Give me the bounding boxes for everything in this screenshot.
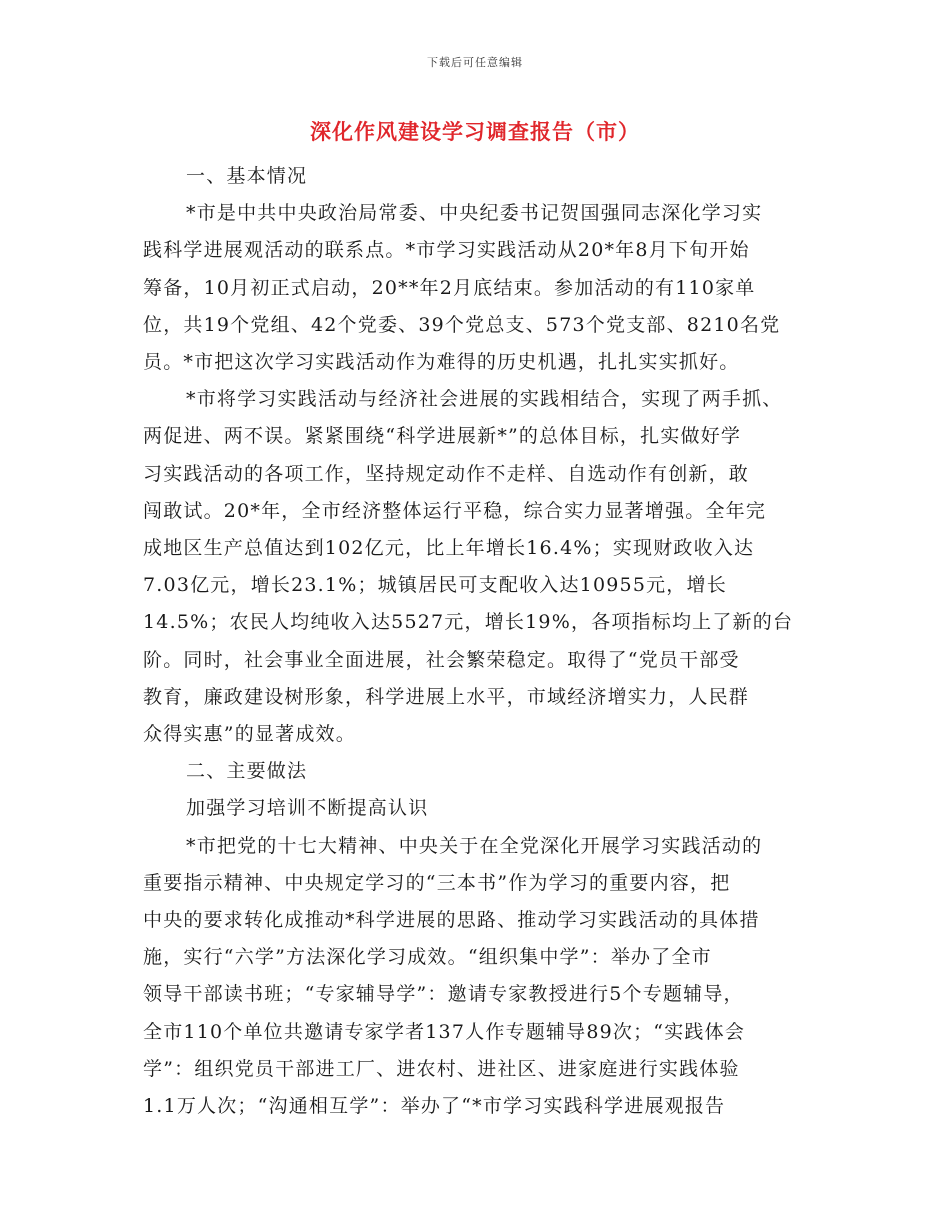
body-line: 员。*市把这次学习实践活动作为难得的历史机遇，扎扎实实抓好。 [143,351,740,373]
body-line: 加强学习培训不断提高认识 [186,797,429,820]
body-line: 学”：组织党员干部进工厂、进农村、进社区、进家庭进行实践体验 [143,1057,740,1080]
body-line: 中央的要求转化成推动*科学进展的思路、推动学习实践活动的具体措 [143,909,760,931]
document-title: 深化作风建设学习调查报告（市） [310,119,640,144]
body-line: 习实践活动的各项工作，坚持规定动作不走样、自选动作有创新，敢 [143,462,750,485]
body-line: *市将学习实践活动与经济社会进展的实践相结合，实现了两手抓、 [186,388,783,411]
body-line: 7.03亿元，增长23.1%；城镇居民可支配收入达10955元，增长 [143,574,727,597]
body-line: 教育，廉政建设树形象，科学进展上水平，市域经济增实力，人民群 [143,685,750,708]
body-line: 闯敢试。20*年，全市经济整体运行平稳，综合实力显著增强。全年完 [143,499,767,522]
body-line: 14.5%；农民人均纯收入达5527元，增长19%，各项指标均上了新的台 [143,611,794,634]
body-line: 践科学进展观活动的联系点。*市学习实践活动从20*年8月下旬开始 [143,239,750,262]
body-line: 施，实行“六学”方法深化学习成效。“组织集中学”：举办了全市 [143,946,712,969]
body-line: 重要指示精神、中央规定学习的“三本书”作为学习的重要内容，把 [143,871,731,894]
body-line: 领导干部读书班；“专家辅导学”：邀请专家教授进行5个专题辅导， [143,983,744,1006]
body-line: *市把党的十七大精神、中央关于在全党深化开展学习实践活动的 [186,834,763,857]
body-line: 一、基本情况 [186,165,308,187]
header-note: 下载后可任意编辑 [427,56,523,69]
body-line: 阶。同时，社会事业全面进展，社会繁荣稳定。取得了“党员干部受 [143,648,740,671]
body-line: 1.1万人次；“沟通相互学”：举办了“*市学习实践科学进展观报告 [143,1095,726,1117]
body-line: 位，共19个党组、42个党委、39个党总支、573个党支部、8210名党 [143,313,781,336]
body-line: 两促进、两不误。紧紧围绕“科学进展新*”的总体目标，扎实做好学 [143,425,742,448]
body-line: *市是中共中央政治局常委、中央纪委书记贺国强同志深化学习实 [186,202,763,225]
body-line: 众得实惠”的显著成效。 [143,723,356,745]
body-line: 全市110个单位共邀请专家学者137人作专题辅导89次；“实践体会 [143,1020,746,1043]
body-line: 成地区生产总值达到102亿元，比上年增长16.4%；实现财政收入达 [143,537,755,559]
body-line: 筹备，10月初正式启动，20**年2月底结束。参加活动的有110家单 [143,276,756,299]
body-line: 二、主要做法 [186,760,308,783]
